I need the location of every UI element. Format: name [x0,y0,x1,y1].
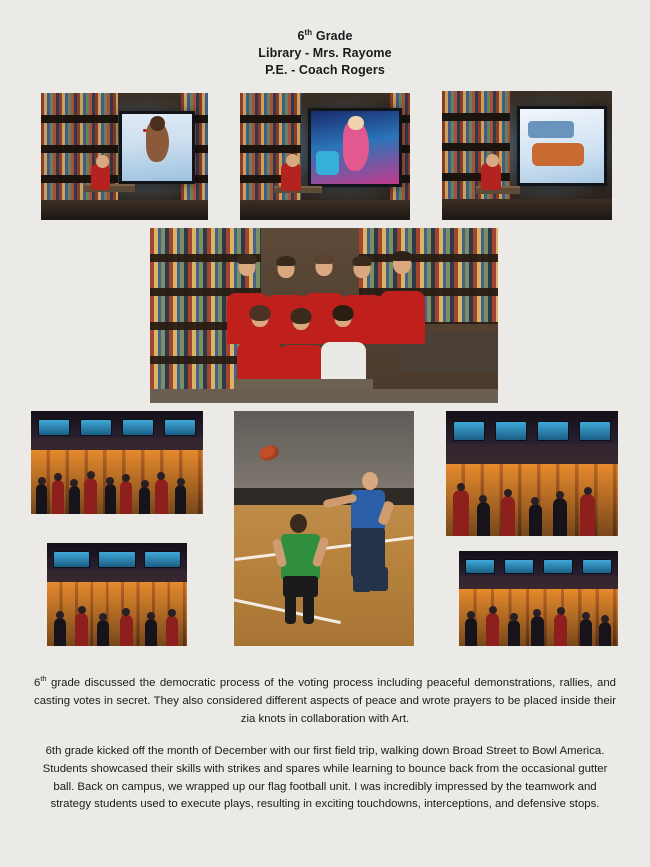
title-line-library: Library - Mrs. Rayome [258,46,392,61]
bowling-alley-photo-4 [459,551,618,646]
bowling-alley-photo-1 [31,411,203,514]
student-figure [335,472,403,594]
paragraph-pe: 6th grade kicked off the month of December with our first field trip, walking down Broad Street to Bowl America. Students showcased their skills with strikes and spares while learning to bounce back from the occasional gutter ball. Back on campus, we wrapped up our flag football unit. I was incredibly impressed by the teamwork and strategy students used to execute plays, resulting in exciting touchdowns, interceptions, and defensive stops. [42,745,608,811]
paragraph-library: 6th grade discussed the democratic process of the voting process including peaceful demonstrations, rallies, and casting votes in secret. They also considered different aspects of peace and wrote prayers to be placed inside their zia knots in collaboration with Art. [34,674,616,725]
bowling-alley-photo-2 [446,411,618,536]
student-figure [279,310,324,387]
student-figure [237,307,282,386]
student-figure [274,514,339,627]
title-line-grade: 6th Grade [297,28,353,44]
student-figure [321,307,366,388]
flag-football-photo [234,411,414,646]
class-group-photo [150,228,498,403]
title-line-pe: P.E. - Coach Rogers [265,62,385,77]
library-presentation-photo-2 [240,93,410,220]
library-presentation-photo-3 [442,91,612,220]
page-title [0,0,650,79]
article-text [34,662,616,825]
library-presentation-photo-1 [41,93,208,220]
bowling-alley-photo-3 [47,543,187,646]
student-figure [380,253,425,344]
